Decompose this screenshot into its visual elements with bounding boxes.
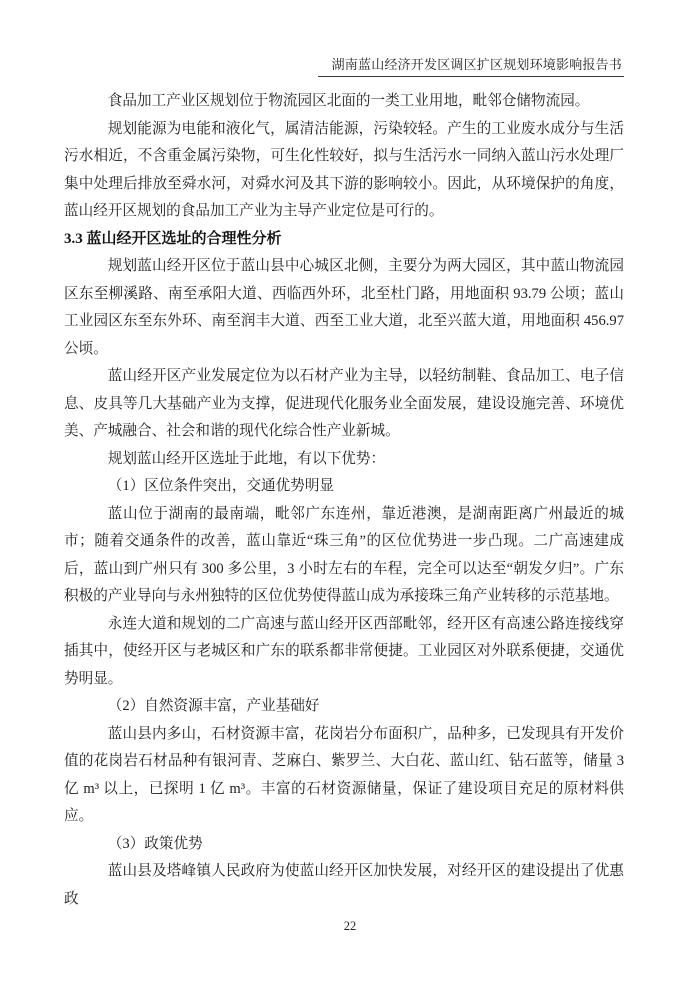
page-number: 22 [343, 919, 357, 933]
paragraph-zone-location: 规划蓝山经开区位于蓝山县中心城区北侧，主要分为两大园区，其中蓝山物流园区东至柳溪路、南至承阳大道、西临西外环，北至杜门路，用地面积 93.79 公顷；蓝山工业园区东至东外环、南至润丰大道、西至工业大道，北至兴蓝大道，用地面积 456.97 公顷。 [64, 258, 624, 357]
subheading-advantage-3: （3）政策优势 [107, 835, 203, 852]
page-footer [0, 919, 700, 934]
header-title: 湖南蓝山经济开发区调区扩区规划环境影响报告书 [318, 57, 624, 77]
paragraph-stone-resources: 蓝山县内多山，石材资源丰富，花岗岩分布面积广，品种多，已发现具有开发价值的花岗岩石材品种有银河青、芝麻白、紫罗兰、大白花、蓝山红、钻石蓝等，储量 3 亿 m³ 以上，已探明 1 亿 m³。丰富的石材资源储量，保证了建设项目充足的原材料供应。 [64, 725, 624, 824]
document-body [64, 88, 624, 913]
paragraph-location-advantage: 蓝山位于湖南的最南端，毗邻广东连州，靠近港澳，是湖南距离广州最近的城市；随着交通条件的改善，蓝山靠近“珠三角”的区位优势进一步凸现。二广高速建成后，蓝山到广州只有 300 多公里，3 小时左右的车程，完全可以达至“朝发夕归”。广东积极的产业导向与永州独特的区位优势使得蓝山成为承接珠三角产业转移的示范基地。 [64, 505, 624, 604]
subheading-advantage-1: （1）区位条件突出，交通优势明显 [107, 478, 335, 494]
paragraph-highway-connection: 永连大道和规划的二广高速与蓝山经开区西部毗邻，经开区有高速公路连接线穿插其中，使经开区与老城区和广东的联系都非常便捷。工业园区对外联系便捷，交通优势明显。 [64, 615, 624, 687]
subheading-advantage-2: （2）自然资源丰富，产业基础好 [107, 698, 320, 714]
paragraph-food-industry-location: 食品加工产业区规划位于物流园区北面的一类工业用地，毗邻仓储物流园。 [107, 93, 590, 109]
paragraph-policy-advantage: 蓝山县及塔峰镇人民政府为使蓝山经开区加快发展，对经开区的建设提出了优惠政 [64, 863, 624, 907]
paragraph-advantages-intro: 规划蓝山经开区选址于此地，有以下优势： [107, 450, 386, 467]
paragraph-industry-positioning: 蓝山经开区产业发展定位为以石材产业为主导，以轻纺制鞋、食品加工、电子信息、皮具等几大基础产业为支撑，促进现代化服务业全面发展，建设设施完善、环境优美、产城融合、社会和谐的现代化综合性产业新城。 [64, 368, 624, 439]
paragraph-planned-energy: 规划能源为电能和液化气，属清洁能源，污染较轻。产生的工业废水成分与生活污水相近，不含重金属污染物，可生化性较好，拟与生活污水一同纳入蓝山污水处理厂集中处理后排放至舜水河，对舜水河及其下游的影响较小。因此，从环境保护的角度，蓝山经开区规划的食品加工产业为主导产业定位是可行的。 [64, 120, 624, 219]
section-heading-3-3: 3.3 蓝山经开区选址的合理性分析 [64, 230, 282, 247]
page-header [318, 57, 624, 77]
